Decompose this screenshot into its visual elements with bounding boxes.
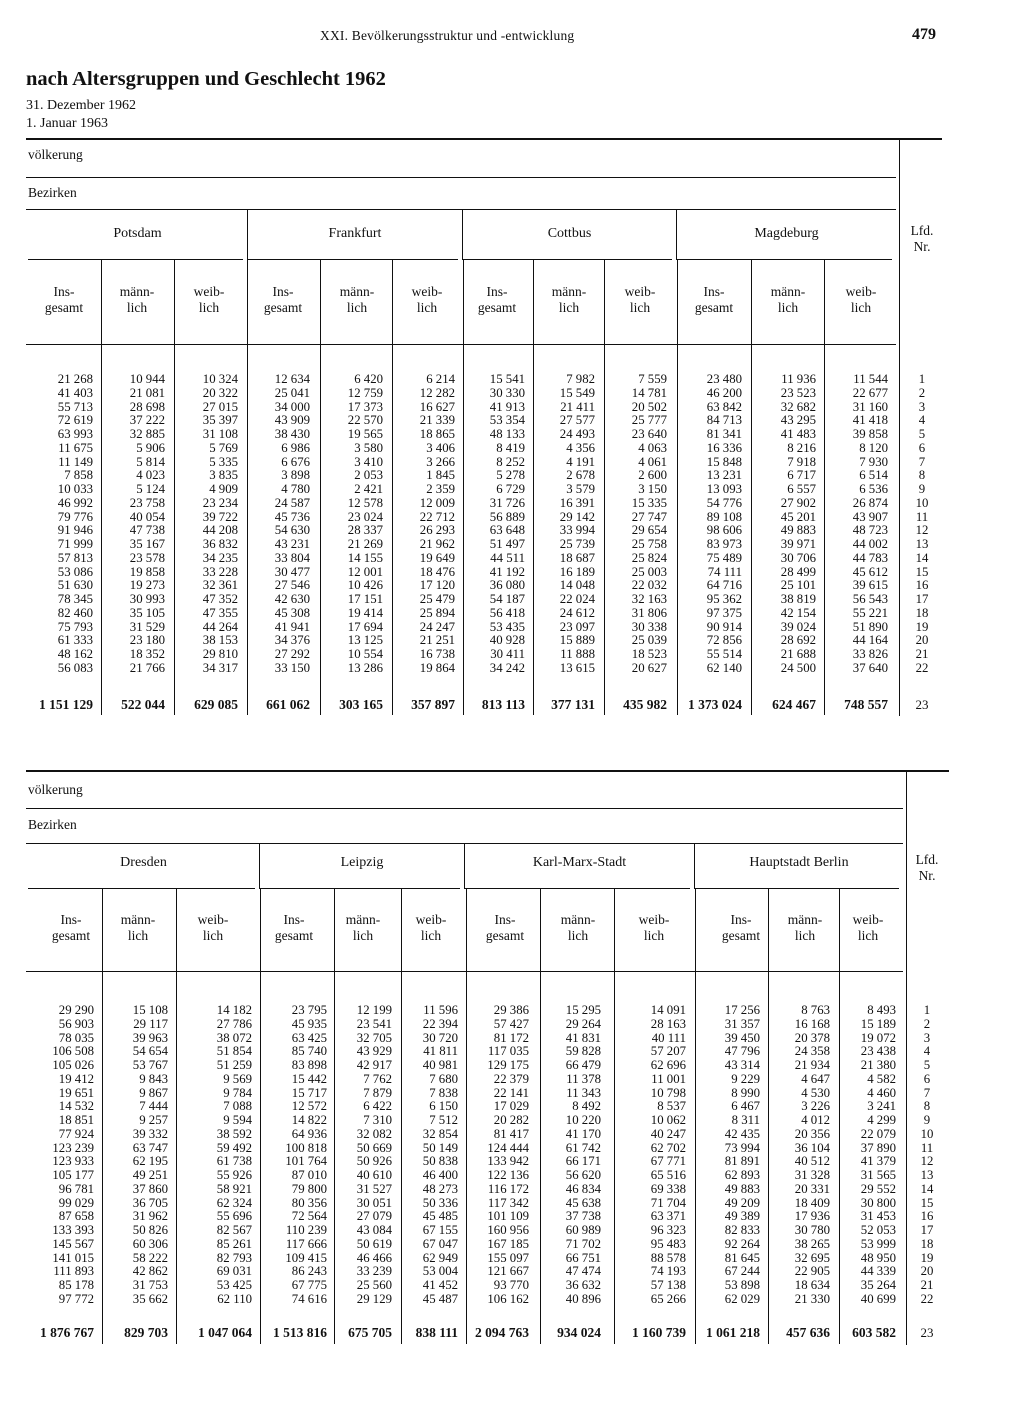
section-rule [26,808,903,809]
data-column: 15 108 29 117 39 963 54 654 53 767 9 843 9 867 7 444 9 257 39 332 63 747 62 195 49 251 37 860 36 705 31 962 50 826 60 306 58 222 42 862 31 753 35 662 [132,1003,168,1306]
total-cell: 661 062 [266,697,310,712]
row-numbers: 1 2 3 4 5 6 7 8 9 10 11 12 13 14 15 16 17 18 19 20 21 22 [920,1003,934,1306]
total-cell: 1 160 739 [632,1325,686,1340]
data-column: 8 763 16 168 20 378 24 358 21 934 4 647 4 530 3 226 4 012 20 356 36 104 40 512 31 328 20 331 18 409 17 936 30 780 38 265 32 695 22 905 18 634 21 330 [794,1003,830,1306]
column-header: Ins- gesamt [44,284,84,315]
region-name: Leipzig [340,855,384,870]
column-header: männ- lich [560,912,596,943]
data-column: 11 596 22 394 30 720 41 811 40 981 7 680 7 838 6 150 7 512 32 854 50 149 50 838 46 400 48 273 50 336 45 485 67 155 67 047 62 949 53 004 41 452 45 487 [422,1003,458,1306]
date-subtitle-1: 31. Dezember 1962 [26,98,137,113]
districts-label: Bezirken [28,817,77,832]
data-column: 6 420 12 759 17 373 22 570 19 565 3 580 3 410 2 053 2 421 12 578 23 024 28 337 21 269 14 155 12 001 10 426 17 151 19 414 17 694 13 125 10 554 13 286 [347,372,383,675]
total-cell: 934 024 [557,1325,601,1340]
column-header: männ- lich [345,912,381,943]
data-column: 17 256 31 357 39 450 47 796 43 314 9 229 8 990 6 467 8 311 42 435 73 994 81 891 62 893 49 883 49 209 49 389 82 833 92 264 81 645 67 244 53 898 62 029 [724,1003,760,1306]
total-cell: 748 557 [844,697,888,712]
column-header: Ins- gesamt [274,912,314,943]
region-name: Frankfurt [328,226,382,241]
data-column: 14 182 27 786 38 072 51 854 51 259 9 569 9 784 7 088 9 594 38 592 59 492 61 738 55 926 58 921 62 324 55 696 82 567 85 261 82 793 69 031 53 425 62 110 [216,1003,252,1306]
header-rule [26,971,903,972]
lfd-nr-header: Lfd. Nr. [915,852,939,883]
data-column: 15 295 29 264 41 831 59 828 66 479 11 378 11 343 8 492 10 220 41 170 61 742 66 171 56 620 46 834 45 638 37 738 60 989 71 702 66 751 47 474 36 632 40 896 [565,1003,601,1306]
total-cell: 522 044 [121,697,165,712]
total-cell: 675 705 [348,1325,392,1340]
column-header: männ- lich [339,284,375,315]
data-column: 8 493 15 189 19 072 23 438 21 380 4 582 4 460 3 241 4 299 22 079 37 890 41 379 31 565 29 552 30 800 31 453 52 053 53 999 48 950 44 339 35 264 40 699 [860,1003,896,1306]
region-divider [462,210,463,260]
total-cell: 629 085 [194,697,238,712]
row-numbers: 1 2 3 4 5 6 7 8 9 10 11 12 13 14 15 16 17 18 19 20 21 22 [915,372,929,675]
region-rule [28,888,255,889]
column-header: Ins- gesamt [477,284,517,315]
region-divider [247,210,248,260]
column-header: weib- lich [845,284,877,315]
column-header: männ- lich [787,912,823,943]
section-label: völkerung [28,147,83,162]
section-rule [26,177,896,178]
region-rule [28,259,243,260]
column-header: weib- lich [411,284,443,315]
column-header: männ- lich [770,284,806,315]
region-name: Potsdam [113,226,162,241]
data-column: 23 795 45 935 63 425 85 740 83 898 15 442 15 717 12 572 14 822 64 936 100 818 101 764 87 010 79 800 80 356 72 564 110 239 117 666 109 415 86 243 67 775 74 616 [285,1003,327,1306]
table-top-rule [26,138,942,140]
region-rule [695,888,899,889]
data-column: 6 214 12 282 16 627 21 339 18 865 3 406 3 266 1 845 2 359 12 009 22 712 26 293 21 962 19 649 18 476 17 120 25 479 25 894 24 247 21 251 16 738 19 864 [419,372,455,675]
districts-rule [26,209,896,210]
region-name: Cottbus [547,226,592,241]
region-rule [677,259,892,260]
header-rule [26,344,896,345]
region-divider [259,844,260,889]
column-header: Ins- gesamt [485,912,525,943]
total-cell: 813 113 [481,697,525,712]
total-row-number: 23 [920,1325,934,1340]
total-cell: 1 047 064 [198,1325,252,1340]
column-header: weib- lich [193,284,225,315]
data-column: 29 290 56 903 78 035 106 508 105 026 19 412 19 651 14 532 18 851 77 924 123 239 123 933 105 177 96 781 99 029 87 658 133 393 145 567 141 015 111 893 85 178 97 772 [52,1003,94,1306]
table-top-rule [26,770,949,772]
data-column: 29 386 57 427 81 172 117 035 129 175 22 379 22 141 17 029 20 282 81 417 124 444 133 942 122 136 116 172 117 342 101 109 160 956 167 185 155 097 121 667 93 770 106 162 [487,1003,529,1306]
total-cell: 435 982 [623,697,667,712]
column-header: männ- lich [551,284,587,315]
total-cell: 829 703 [124,1325,168,1340]
total-cell: 1 373 024 [688,697,742,712]
page-number: 479 [912,26,936,43]
data-column: 23 480 46 200 63 842 84 713 81 341 16 336 15 848 13 231 13 093 54 776 89 108 98 606 83 973 75 489 74 111 64 716 95 362 97 375 90 914 72 856 55 514 62 140 [706,372,742,675]
lfd-divider [899,140,900,716]
column-header: weib- lich [197,912,229,943]
column-header: weib- lich [852,912,884,943]
data-column: 7 559 14 781 20 502 25 777 23 640 4 063 4 061 2 600 3 150 15 335 27 747 29 654 25 758 25 824 25 003 22 032 32 163 31 806 30 338 25 039 18 523 20 627 [631,372,667,675]
section-label: völkerung [28,782,83,797]
total-cell: 1 061 218 [706,1325,760,1340]
region-rule [260,888,460,889]
region-name: Magdeburg [754,226,819,241]
column-header: männ- lich [119,284,155,315]
total-cell: 1 151 129 [39,697,93,712]
column-header: weib- lich [415,912,447,943]
column-header: Ins- gesamt [263,284,303,315]
total-cell: 457 636 [786,1325,830,1340]
total-cell: 624 467 [772,697,816,712]
data-column: 10 944 21 081 28 698 37 222 32 885 5 906 5 814 4 023 5 124 23 758 40 054 47 738 35 167 23 578 19 858 19 273 30 993 35 105 31 529 23 180 18 352 21 766 [129,372,165,675]
region-name: Dresden [120,855,167,870]
total-cell: 603 582 [852,1325,896,1340]
running-head: XXI. Bevölkerungsstruktur und -entwicklung [320,28,575,43]
column-header: Ins- gesamt [51,912,91,943]
region-divider [694,844,695,889]
data-column: 14 091 28 163 40 111 57 207 62 696 11 001 10 798 8 537 10 062 40 247 62 702 67 771 65 516 69 338 71 704 63 371 96 323 95 483 88 578 74 193 57 138 65 266 [650,1003,686,1306]
total-cell: 2 094 763 [475,1325,529,1340]
total-cell: 357 897 [411,697,455,712]
total-cell: 1 876 767 [40,1325,94,1340]
data-column: 10 324 20 322 27 015 35 397 31 108 5 769 5 335 3 835 4 909 23 234 39 722 44 208 36 832 34 235 33 228 32 361 47 352 47 355 44 264 38 153 29 810 34 317 [202,372,238,675]
column-header: männ- lich [120,912,156,943]
column-header: Ins- gesamt [694,284,734,315]
total-cell: 1 513 816 [273,1325,327,1340]
data-column: 12 199 23 541 32 705 43 929 42 917 7 762 7 879 6 422 7 310 32 082 50 669 50 926 40 610 31 527 30 051 27 079 43 084 50 619 46 466 33 239 25 560 29 129 [356,1003,392,1306]
data-column: 11 936 23 523 32 682 43 295 41 483 8 216 7 918 6 717 6 557 27 902 45 201 49 883 39 971 30 706 28 499 25 101 38 819 42 154 39 024 28 692 21 688 24 500 [780,372,816,675]
column-header: weib- lich [638,912,670,943]
region-name: Karl-Marx-Stadt [532,855,627,870]
total-cell: 303 165 [339,697,383,712]
region-divider [676,210,677,260]
data-column: 21 268 41 403 55 713 72 619 63 993 11 675 11 149 7 858 10 033 46 992 79 776 91 946 71 999 57 813 53 086 51 630 78 345 82 460 75 793 61 333 48 162 56 083 [57,372,93,675]
data-column: 7 982 15 549 21 411 27 577 24 493 4 356 4 191 2 678 3 579 16 391 29 142 33 994 25 739 18 687 16 189 14 048 22 024 24 612 23 097 15 889 11 888 13 615 [559,372,595,675]
lfd-nr-header: Lfd. Nr. [910,223,934,254]
data-column: 15 541 30 330 41 913 53 354 48 133 8 419 8 252 5 278 6 729 31 726 56 889 63 648 51 497 44 511 41 192 36 080 54 187 56 418 53 435 40 928 30 411 34 242 [489,372,525,675]
column-header: weib- lich [624,284,656,315]
districts-label: Bezirken [28,185,77,200]
date-subtitle-2: 1. Januar 1963 [26,116,109,131]
total-row-number: 23 [915,697,929,712]
region-rule [248,259,458,260]
region-name: Hauptstadt Berlin [749,855,849,870]
column-header: Ins- gesamt [721,912,761,943]
region-rule [465,888,690,889]
total-cell: 377 131 [551,697,595,712]
region-rule [463,259,672,260]
total-cell: 838 111 [415,1325,458,1340]
page-title: nach Altersgruppen und Geschlecht 1962 [26,68,386,90]
region-divider [464,844,465,889]
data-column: 12 634 25 041 34 000 43 909 38 430 6 986 6 676 3 898 4 780 24 587 45 736 54 630 43 231 33 804 30 477 27 546 42 630 45 308 41 941 34 376 27 292 33 150 [274,372,310,675]
data-column: 11 544 22 677 31 160 41 418 39 858 8 120 7 930 6 514 6 536 26 874 43 907 48 723 44 002 44 783 45 612 39 615 56 543 55 221 51 890 44 164 33 826 37 640 [852,372,888,675]
